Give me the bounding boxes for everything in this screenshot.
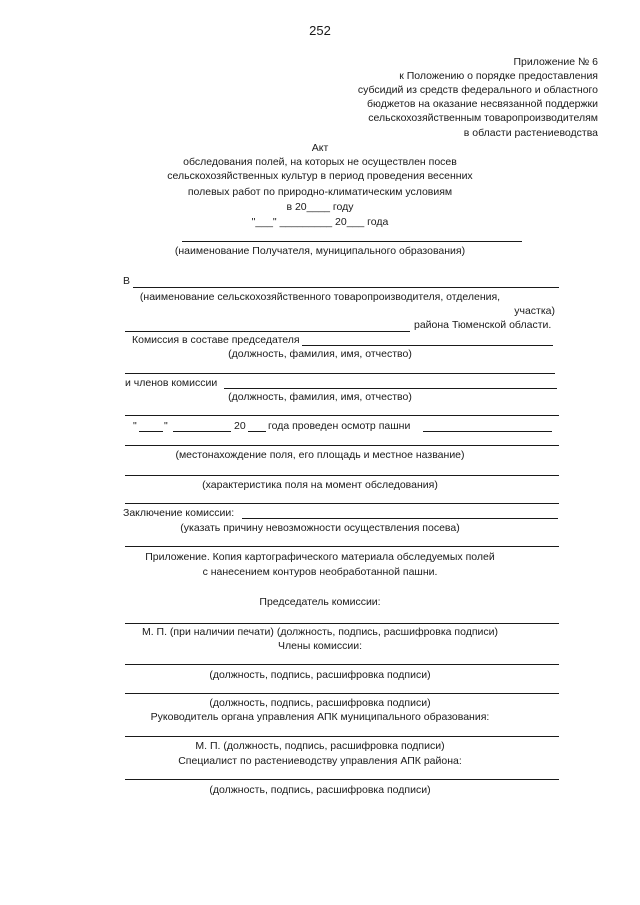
inspection-month-line [173,431,231,432]
conclusion-extra-line [125,546,559,547]
attachment-text: Приложение. Копия картографического материала обследуемых полей [145,551,495,563]
specialist-signature-line [125,779,559,780]
in-prefix: В [123,275,131,287]
characteristic-line [125,475,559,476]
head-signature-line [125,736,559,737]
member-caption-2: (должность, подпись, расшифровка подписи) [209,697,431,709]
conclusion-caption: (указать причину невозможности осуществления посева) [180,522,460,534]
inspection-year-line [248,431,266,432]
producer-caption-2: участка) [514,305,555,317]
title-line: Акт [311,142,329,154]
specialist-caption: (должность, подпись, расшифровка подписи) [209,784,431,796]
inspection-quote-close: " [164,420,168,432]
title-line: сельскохозяйственных культур в период проведения весенних [167,170,473,182]
chairman-caption: М. П. (при наличии печати) (должность, подпись, расшифровка подписи) [141,626,499,638]
recipient-caption: (наименование Получателя, муниципального образования) [174,245,466,257]
chair-line [302,345,553,346]
header-line: бюджетов на оказание несвязанной поддержки [367,98,598,110]
member-caption-1: (должность, подпись, расшифровка подписи) [209,669,431,681]
specialist-label: Специалист по растениеводству управления АПК района: [178,755,462,767]
inspection-quote-open: " [133,420,137,432]
header-line: субсидий из средств федерального и областного [357,84,598,96]
characteristic-extra-line [125,503,559,504]
members-caption: (должность, фамилия, имя, отчество) [228,391,412,403]
conclusion-line [242,518,558,519]
head-label: Руководитель органа управления АПК муниципального образования: [150,711,490,723]
act-date: "___" _________ 20___ года [251,216,389,228]
inspection-day-line [139,431,163,432]
location-line [125,445,559,446]
member-signature-line-2 [125,693,559,694]
title-line: полевых работ по природно-климатическим условиям [187,186,453,198]
location-caption: (местонахождение поля, его площадь и местное название) [175,449,465,461]
commission-label: Комиссия в составе председателя [132,334,300,346]
chairman-label: Председатель комиссии: [259,596,381,608]
producer-line [133,287,559,288]
page-number: 252 [309,23,331,38]
inspection-year: 20 [234,420,246,432]
header-line: к Положению о порядке предоставления [399,70,598,82]
members-line [224,388,557,389]
inspection-text: года проведен осмотр пашни [268,420,411,432]
district-line [125,331,410,332]
title-line: обследования полей, на которых не осуществлен посев [183,156,457,168]
head-caption: М. П. (должность, подпись, расшифровка подписи) [195,740,445,752]
header-line: сельскохозяйственным товаропроизводителям [368,112,598,124]
chair-extra-line [125,373,555,374]
characteristic-caption: (характеристика поля на момент обследования) [202,479,438,491]
district-suffix: района Тюменской области. [414,319,552,331]
recipient-line [182,241,522,242]
header-line: Приложение № 6 [513,56,598,68]
arable-land-line [423,431,552,432]
members-label: и членов комиссии [125,377,218,389]
member-signature-line-1 [125,664,559,665]
members-sign-label: Члены комиссии: [277,640,362,652]
members-extra-line [125,415,559,416]
title-line: в 20____ году [286,201,354,213]
conclusion-label: Заключение комиссии: [123,507,235,519]
attachment-text-2: с нанесением контуров необработанной пашни. [202,566,438,578]
chair-caption: (должность, фамилия, имя, отчество) [228,348,412,360]
producer-caption: (наименование сельскохозяйственного товаропроизводителя, отделения, [139,291,501,303]
chairman-signature-line [125,623,559,624]
header-line: в области растениеводства [463,127,598,139]
